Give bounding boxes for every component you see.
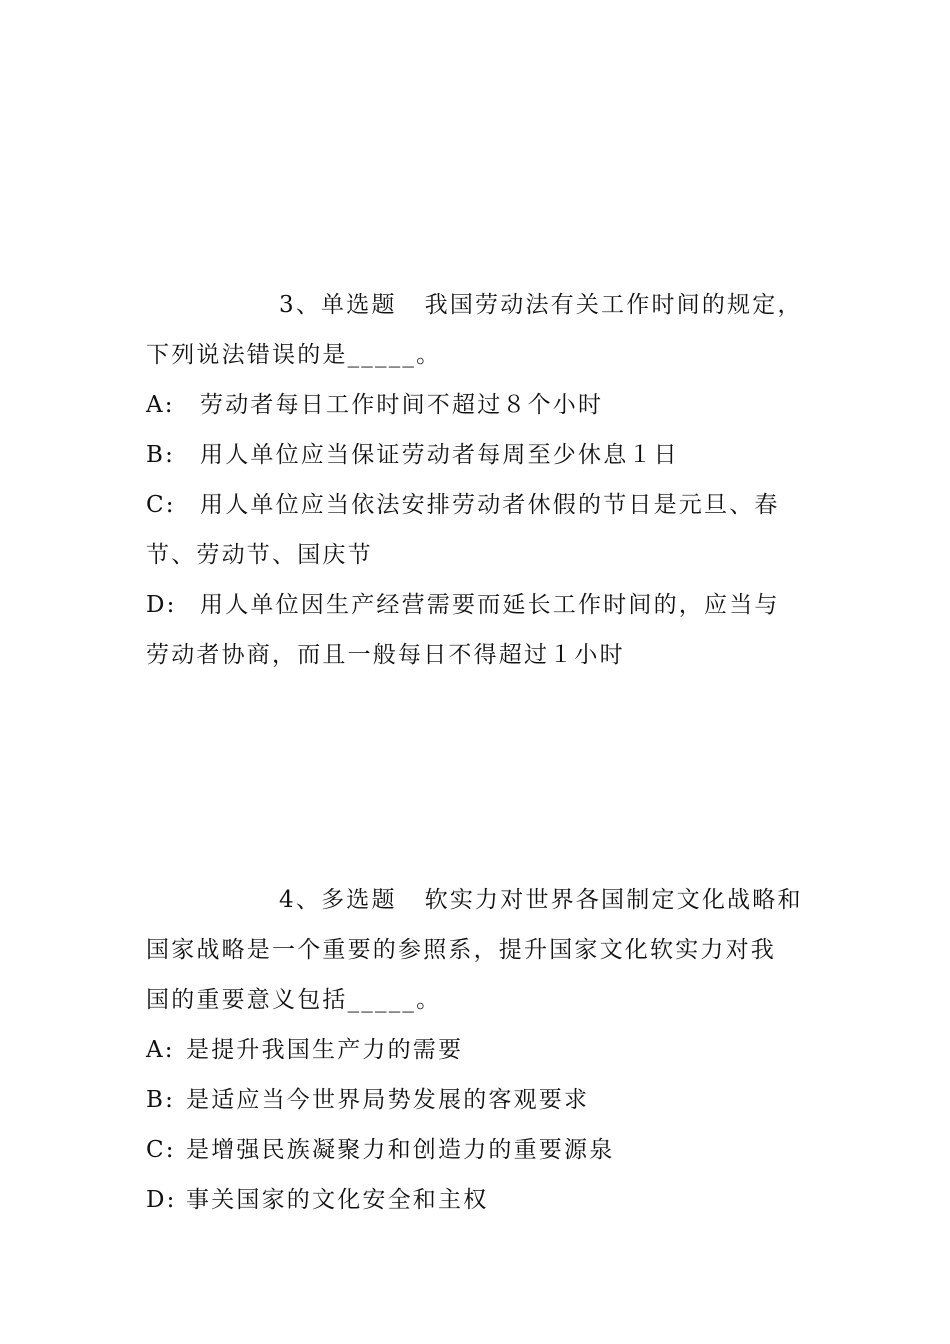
question-type: 多选题 (321, 887, 397, 913)
question-4 (146, 875, 810, 1225)
option-b (146, 1075, 810, 1125)
option-text: 是提升我国生产力的需要 (186, 1037, 464, 1063)
option-letter: D: (146, 1187, 177, 1213)
question-stem-text: 软实力对世界各国制定文化战略和 (424, 887, 803, 913)
question-type: 单选题 (321, 292, 397, 318)
question-stem-line: 国家战略是一个重要的参照系，提升国家文化软实力对我 (146, 937, 776, 963)
option-d (146, 1175, 810, 1225)
option-letter: B: (146, 442, 176, 468)
option-letter: B: (146, 1087, 176, 1113)
question-3 (146, 280, 810, 680)
option-text: 是增强民族凝聚力和创造力的重要源泉 (186, 1137, 615, 1163)
option-letter: C: (146, 1137, 176, 1163)
option-text: 用人单位应当保证劳动者每周至少休息１日 (200, 442, 679, 468)
option-text: 事关国家的文化安全和主权 (186, 1187, 489, 1213)
option-a (146, 1025, 810, 1075)
question-number: 3、 (279, 292, 322, 318)
question-stem-line (146, 875, 810, 925)
option-text: 用人单位应当依法安排劳动者休假的节日是元旦、春 (200, 492, 780, 518)
question-stem-line: 下列说法错误的是_____。 (146, 342, 442, 368)
option-a (146, 380, 810, 430)
option-text: 用人单位因生产经营需要而延长工作时间的，应当与 (200, 592, 780, 618)
option-c-continuation: 节、劳动节、国庆节 (146, 542, 373, 568)
question-stem-line (146, 280, 810, 330)
option-text: 劳动者每日工作时间不超过８个小时 (200, 392, 604, 418)
option-d-continuation: 劳动者协商，而且一般每日不得超过１小时 (146, 642, 625, 668)
question-stem-line: 国的重要意义包括_____。 (146, 987, 442, 1013)
option-letter: A: (146, 392, 175, 418)
question-stem-text: 我国劳动法有关工作时间的规定， (424, 292, 803, 318)
option-text: 是适应当今世界局势发展的客观要求 (186, 1087, 590, 1113)
option-c (146, 1125, 810, 1175)
option-letter: D: (146, 592, 177, 618)
option-c (146, 480, 810, 530)
option-d (146, 580, 810, 630)
option-letter: C: (146, 492, 176, 518)
option-letter: A: (146, 1037, 175, 1063)
question-number: 4、 (279, 887, 322, 913)
option-b (146, 430, 810, 480)
